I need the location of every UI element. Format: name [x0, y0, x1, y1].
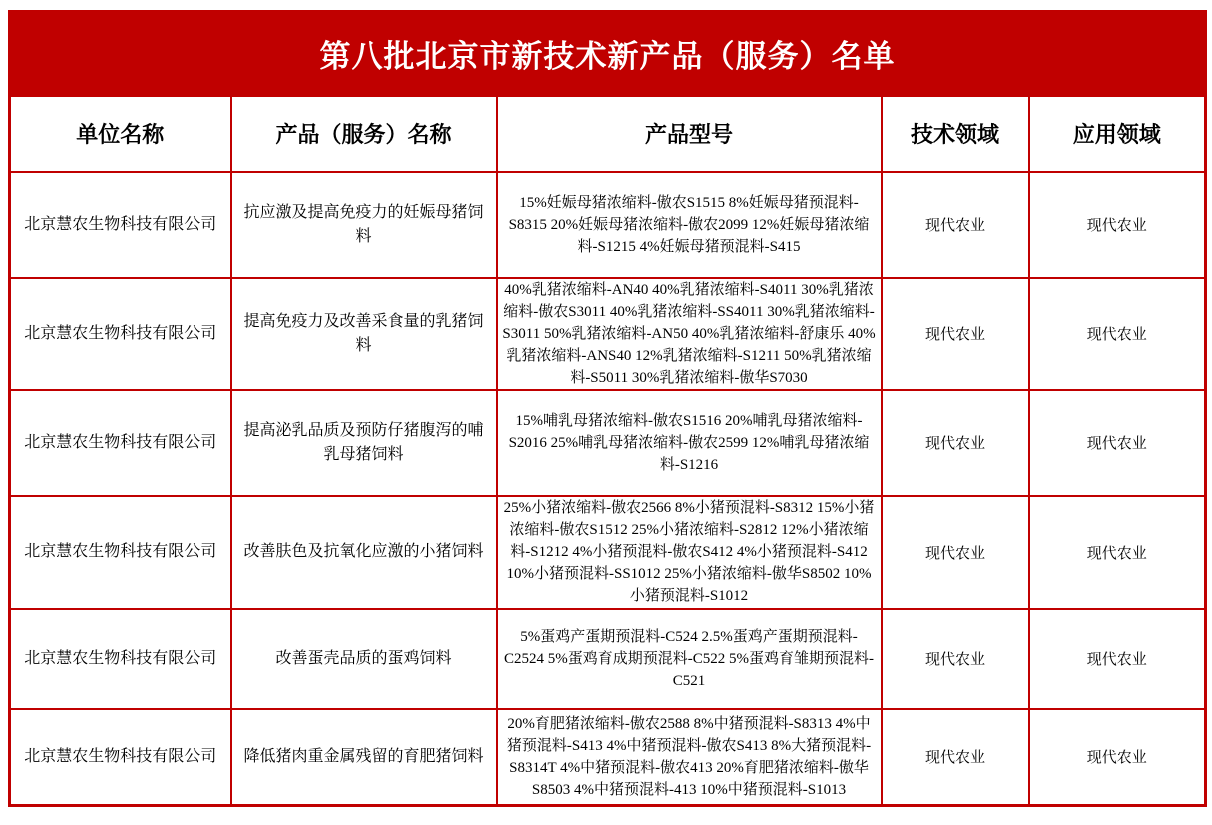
company-cell: 北京慧农生物科技有限公司 — [10, 172, 231, 278]
product-name-cell: 改善蛋壳品质的蛋鸡饲料 — [231, 609, 497, 709]
app-field-cell: 现代农业 — [1029, 278, 1206, 390]
product-model-cell: 5%蛋鸡产蛋期预混料-C524 2.5%蛋鸡产蛋期预混料-C2524 5%蛋鸡育成期预混料-C522 5%蛋鸡育雏期预混料-C521 — [497, 609, 882, 709]
table-row — [10, 709, 1206, 806]
company-cell: 北京慧农生物科技有限公司 — [10, 278, 231, 390]
column-header-company: 单位名称 — [10, 96, 231, 172]
tech-field-cell: 现代农业 — [882, 496, 1029, 609]
product-name-cell: 提高泌乳品质及预防仔猪腹泻的哺乳母猪饲料 — [231, 390, 497, 496]
product-name-cell: 提高免疫力及改善采食量的乳猪饲料 — [231, 278, 497, 390]
table-row — [10, 278, 1206, 390]
app-field-cell: 现代农业 — [1029, 496, 1206, 609]
product-name-cell: 降低猪肉重金属残留的育肥猪饲料 — [231, 709, 497, 806]
company-cell: 北京慧农生物科技有限公司 — [10, 609, 231, 709]
product-name-cell: 改善肤色及抗氧化应激的小猪饲料 — [231, 496, 497, 609]
app-field-cell: 现代农业 — [1029, 390, 1206, 496]
company-cell: 北京慧农生物科技有限公司 — [10, 390, 231, 496]
column-header-product-model: 产品型号 — [497, 96, 882, 172]
title-banner-row — [10, 12, 1206, 96]
app-field-cell: 现代农业 — [1029, 609, 1206, 709]
tech-field-cell: 现代农业 — [882, 390, 1029, 496]
app-field-cell: 现代农业 — [1029, 709, 1206, 806]
tech-field-cell: 现代农业 — [882, 172, 1029, 278]
product-model-cell: 20%育肥猪浓缩料-傲农2588 8%中猪预混料-S8313 4%中猪预混料-S413 4%中猪预混料-傲农S413 8%大猪预混料-S8314T 4%中猪预混料-傲农413 20%育肥猪浓缩料-傲华S8503 4%中猪预混料-413 10%中猪预混料-S1013 — [497, 709, 882, 806]
company-cell: 北京慧农生物科技有限公司 — [10, 709, 231, 806]
tech-field-cell: 现代农业 — [882, 609, 1029, 709]
table-row — [10, 390, 1206, 496]
table-row — [10, 496, 1206, 609]
new-tech-product-table — [8, 10, 1207, 807]
tech-field-cell: 现代农业 — [882, 278, 1029, 390]
table-row — [10, 609, 1206, 709]
product-model-cell: 15%哺乳母猪浓缩料-傲农S1516 20%哺乳母猪浓缩料-S2016 25%哺乳母猪浓缩料-傲农2599 12%哺乳母猪浓缩料-S1216 — [497, 390, 882, 496]
product-name-cell: 抗应激及提高免疫力的妊娠母猪饲料 — [231, 172, 497, 278]
column-header-tech-field: 技术领域 — [882, 96, 1029, 172]
product-model-cell: 15%妊娠母猪浓缩料-傲农S1515 8%妊娠母猪预混料-S8315 20%妊娠母猪浓缩料-傲农2099 12%妊娠母猪浓缩料-S1215 4%妊娠母猪预混料-S415 — [497, 172, 882, 278]
table-header-row — [10, 96, 1206, 172]
table-row — [10, 172, 1206, 278]
app-field-cell: 现代农业 — [1029, 172, 1206, 278]
tech-field-cell: 现代农业 — [882, 709, 1029, 806]
product-model-cell: 40%乳猪浓缩料-AN40 40%乳猪浓缩料-S4011 30%乳猪浓缩料-傲农S3011 40%乳猪浓缩料-SS4011 30%乳猪浓缩料-S3011 50%乳猪浓缩料-AN50 40%乳猪浓缩料-舒康乐 40%乳猪浓缩料-ANS40 12%乳猪浓缩料-S1211 50%乳猪浓缩料-S5011 30%乳猪浓缩料-傲华S7030 — [497, 278, 882, 390]
page-title: 第八批北京市新技术新产品（服务）名单 — [10, 12, 1206, 96]
product-model-cell: 25%小猪浓缩料-傲农2566 8%小猪预混料-S8312 15%小猪浓缩料-傲农S1512 25%小猪浓缩料-S2812 12%小猪浓缩料-S1212 4%小猪预混料-傲农S412 4%小猪预混料-S412 10%小猪预混料-SS1012 25%小猪浓缩料-傲华S8502 10%小猪预混料-S1012 — [497, 496, 882, 609]
company-cell: 北京慧农生物科技有限公司 — [10, 496, 231, 609]
column-header-app-field: 应用领域 — [1029, 96, 1206, 172]
column-header-product-name: 产品（服务）名称 — [231, 96, 497, 172]
